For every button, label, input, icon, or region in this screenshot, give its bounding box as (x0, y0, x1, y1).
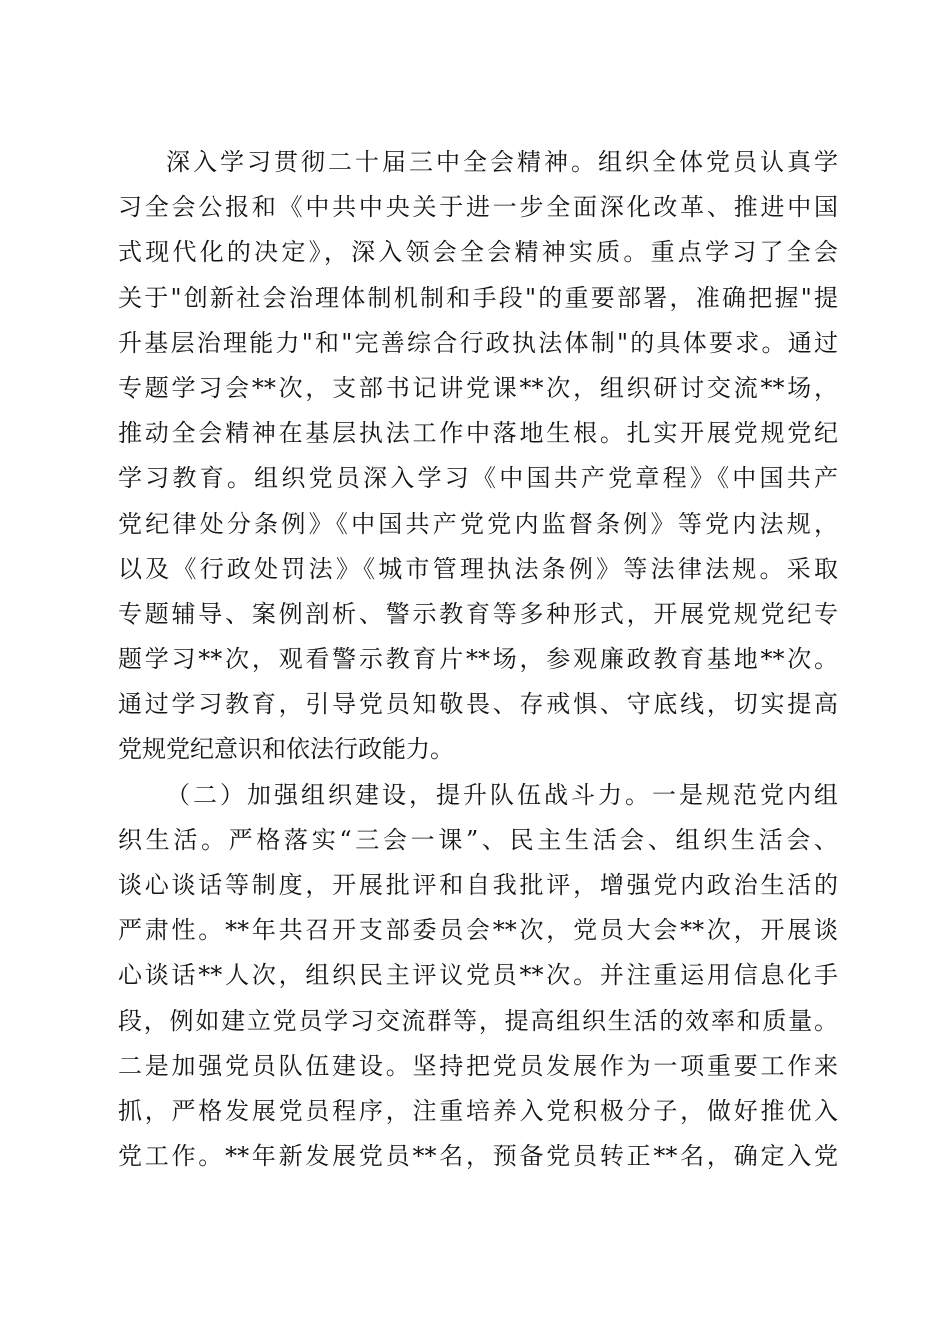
paragraph-line: 学习教育。组织党员深入学习《中国共产党章程》《中国共产 (118, 464, 838, 493)
paragraph-line: 深入学习贯彻二十届三中全会精神。组织全体党员认真学 (166, 148, 838, 176)
paragraph-line: 题学习**次，观看警示教育片**场，参观廉政教育基地**次。 (118, 645, 838, 674)
paragraph-line: 织生活。严格落实“三会一课”、民主生活会、组织生活会、 (118, 825, 838, 854)
paragraph-line: 严肃性。**年共召开支部委员会**次，党员大会**次，开展谈 (118, 916, 838, 945)
paragraph-line: 升基层治理能力"和"完善综合行政执法体制"的具体要求。通过 (118, 328, 838, 357)
section-heading-line: （二）加强组织建设，提升队伍战斗力。一是规范党内组 (166, 780, 838, 809)
paragraph-line: 党纪律处分条例》《中国共产党党内监督条例》等党内法规， (118, 509, 838, 538)
paragraph-line: 二是加强党员队伍建设。坚持把党员发展作为一项重要工作来 (118, 1051, 838, 1080)
paragraph-line: 专题学习会**次，支部书记讲党课**次，组织研讨交流**场， (118, 373, 838, 402)
paragraph-line: 通过学习教育，引导党员知敬畏、存戒惧、守底线，切实提高 (118, 690, 838, 719)
paragraph-line: 关于"创新社会治理体制机制和手段"的重要部署，准确把握"提 (118, 283, 838, 312)
paragraph-line: 以及《行政处罚法》《城市管理执法条例》等法律法规。采取 (118, 554, 838, 583)
paragraph-line: 推动全会精神在基层执法工作中落地生根。扎实开展党规党纪 (118, 419, 838, 448)
paragraph-line: 专题辅导、案例剖析、警示教育等多种形式，开展党规党纪专 (118, 599, 838, 628)
paragraph-line: 抓，严格发展党员程序，注重培养入党积极分子，做好推优入 (118, 1096, 838, 1125)
paragraph-line: 谈心谈话等制度，开展批评和自我批评，增强党内政治生活的 (118, 871, 838, 899)
document-body (118, 140, 838, 1179)
paragraph-line: 心谈话**人次，组织民主评议党员**次。并注重运用信息化手 (118, 961, 838, 990)
paragraph-line: 段，例如建立党员学习交流群等，提高组织生活的效率和质量。 (118, 1006, 838, 1035)
paragraph-line: 党规党纪意识和依法行政能力。 (118, 735, 454, 764)
paragraph-line: 党工作。**年新发展党员**名，预备党员转正**名，确定入党 (118, 1142, 838, 1171)
paragraph-line: 式现代化的决定》，深入领会全会精神实质。重点学习了全会 (118, 238, 838, 267)
paragraph-line: 习全会公报和《中共中央关于进一步全面深化改革、推进中国 (118, 193, 838, 222)
